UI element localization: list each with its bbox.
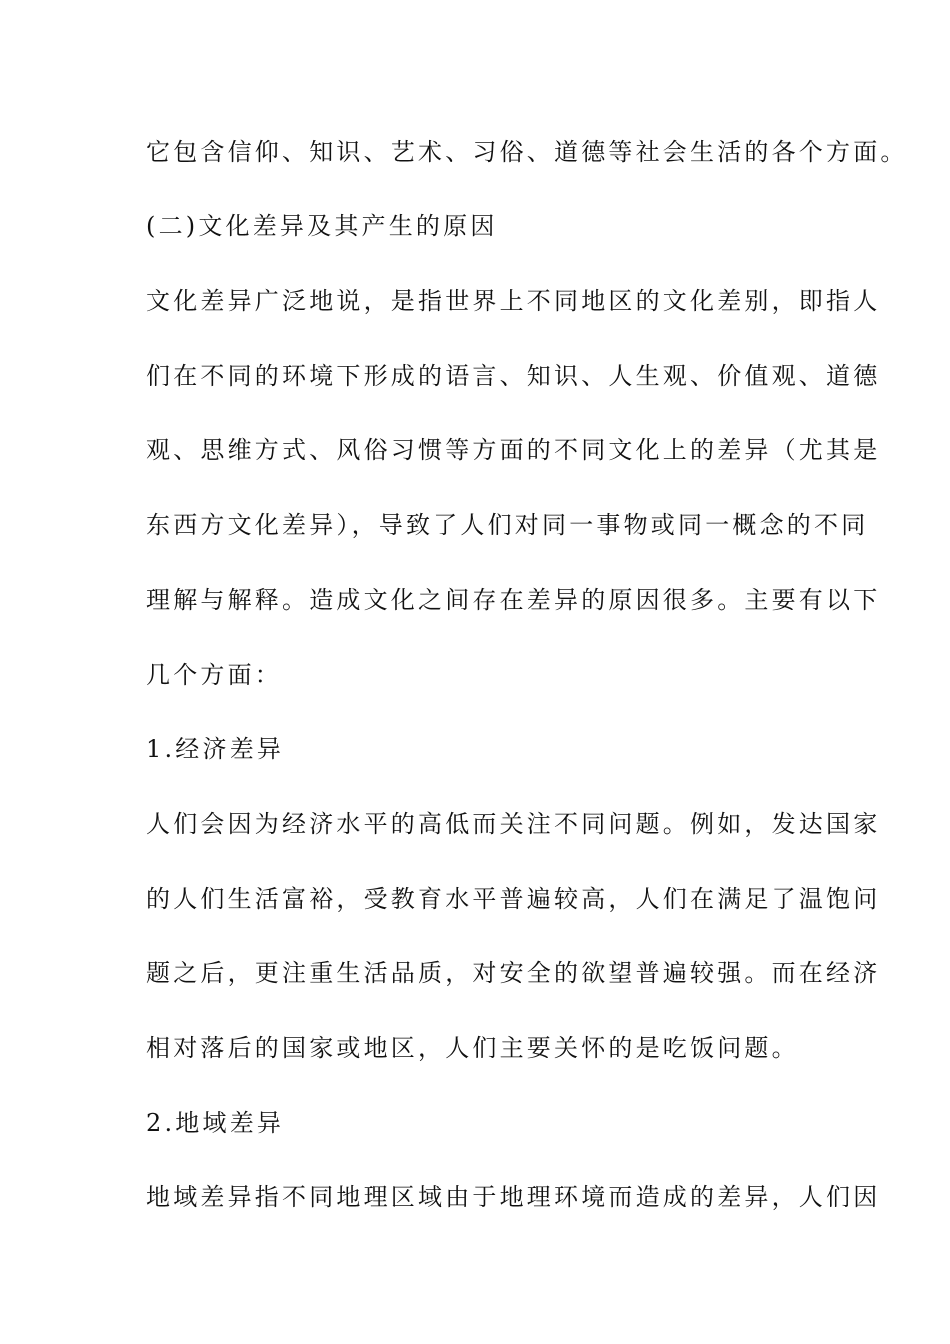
body-text-line: 人们会因为经济水平的高低而关注不同问题。例如，发达国家 <box>146 810 881 838</box>
body-text-line: 文化差异广泛地说，是指世界上不同地区的文化差别，即指人 <box>146 287 881 315</box>
body-text-line: 的人们生活富裕，受教育水平普遍较高，人们在满足了温饱问 <box>146 885 881 913</box>
body-text-line: 几个方面： <box>146 661 282 689</box>
section-heading: (二)文化差异及其产生的原因 <box>146 212 498 240</box>
body-text-line: 观、思维方式、风俗习惯等方面的不同文化上的差异（尤其是 <box>146 436 881 464</box>
body-text-line: 它包含信仰、知识、艺术、习俗、道德等社会生活的各个方面。 <box>146 138 908 166</box>
body-text-line: 东西方文化差异），导致了人们对同一事物或同一概念的不同 <box>146 511 869 539</box>
body-text-line: 理解与解释。造成文化之间存在差异的原因很多。主要有以下 <box>146 586 881 614</box>
subsection-heading-economy: 1.经济差异 <box>146 735 285 763</box>
body-text-line: 地域差异指不同地理区域由于地理环境而造成的差异，人们因 <box>146 1183 881 1211</box>
subsection-heading-region: 2.地域差异 <box>146 1109 285 1137</box>
body-text-line: 相对落后的国家或地区，人们主要关怀的是吃饭问题。 <box>146 1034 799 1062</box>
body-text-line: 题之后，更注重生活品质，对安全的欲望普遍较强。而在经济 <box>146 959 881 987</box>
body-text-line: 们在不同的环境下形成的语言、知识、人生观、价值观、道德 <box>146 362 881 390</box>
